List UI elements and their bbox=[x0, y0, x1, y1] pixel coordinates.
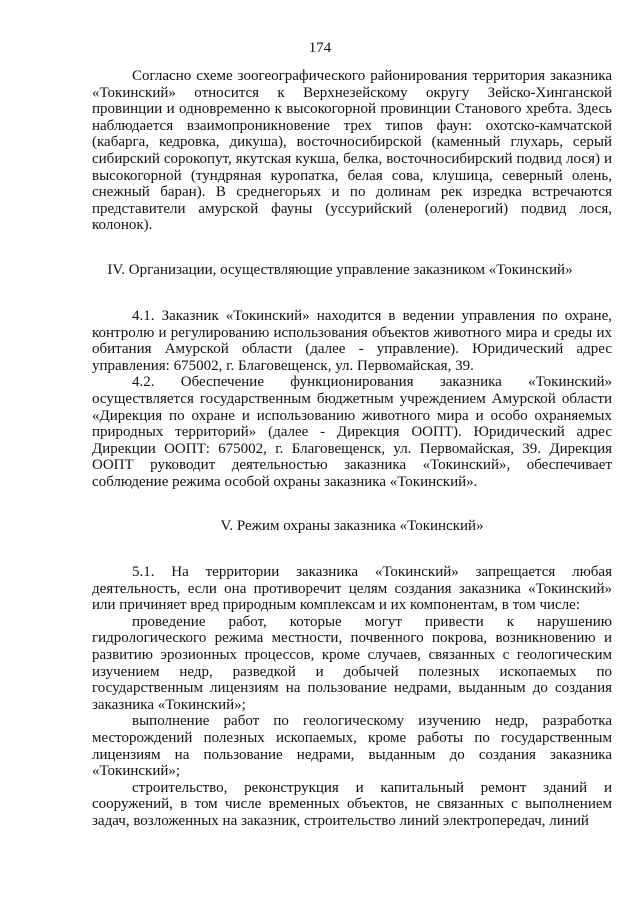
paragraph-4-1: 4.1. Заказник «Токинский» находится в ведении управления по охране, контролю и регулированию использования объектов животного мира и среды их обитания Амурской области (далее - управление). Юридический адрес управления: 675002, г. Благовещенск, ул. Первомайская, 39. bbox=[92, 308, 612, 374]
section-5-heading-block bbox=[92, 518, 612, 535]
intro-paragraph: Согласно схеме зоогеографического районирования территория заказника «Токинский» относится к Верхнезейскому округу Зейско-Хинганской провинции и одновременно к высокогорной провинции Станового хребта. Здесь наблюдается взаимопроникновение трех типов фаун: охотско-камчатской (кабарга, кедровка, дикуша), восточносибирской (каменный глухарь, серый сибирский сорокопут, якутская кукша, белка, восточносибирский подвид лося) и высокогорной (тундряная куропатка, белая сова, клушица, северный олень, снежный баран). В среднегорьях и по долинам рек изредка встречаются представители амурской фауны (уссурийский (оленерогий) подвид лося, колонок). bbox=[92, 68, 612, 234]
section-4-body bbox=[92, 308, 612, 491]
page-number: 174 bbox=[308, 40, 332, 56]
list-item-hydrology: проведение работ, которые могут привести к нарушению гидрологического режима местности, почвенного покрова, возникновению и развитию эрозионных процессов, кроме случаев, связанных с геологическим изучением недр, разведкой и добычей полезных ископаемых по государственным лицензиям на пользование недрами, выданным до создания заказника «Токинский»; bbox=[92, 613, 612, 713]
section-4-heading-block bbox=[60, 262, 620, 279]
section-4-heading: IV. Организации, осуществляющие управление заказником «Токинский» bbox=[107, 262, 573, 278]
intro-block bbox=[92, 68, 612, 234]
list-item-construction: строительство, реконструкция и капитальный ремонт зданий и сооружений, в том числе временных объектов, не связанных с выполнением задач, возложенных на заказник, строительство линий электропередач, линий bbox=[92, 779, 612, 829]
list-item-geology: выполнение работ по геологическому изучению недр, разработка месторождений полезных ископаемых, кроме работы по государственным лицензиям на пользование недрами, выданным до создания заказника «Токинский»; bbox=[92, 713, 612, 780]
section-5-heading: V. Режим охраны заказника «Токинский» bbox=[220, 518, 484, 534]
section-5-body bbox=[92, 564, 612, 830]
paragraph-4-2: 4.2. Обеспечение функционирования заказника «Токинский» осуществляется государственным бюджетным учреждением Амурской области «Дирекция по охране и использованию животного мира и особо охраняемых природных территорий» (далее - Дирекция ООПТ). Юридический адрес Дирекции ООПТ: 675002, г. Благовещенск, ул. Первомайская, 39. Дирекция ООПТ руководит деятельностью заказника «Токинский», обеспечивает соблюдение режима особой охраны заказника «Токинский». bbox=[92, 374, 612, 490]
paragraph-5-1: 5.1. На территории заказника «Токинский» запрещается любая деятельность, если она противоречит целям создания заказника «Токинский» или причиняет вред природным комплексам и их компонентам, в том числе: bbox=[92, 564, 612, 614]
